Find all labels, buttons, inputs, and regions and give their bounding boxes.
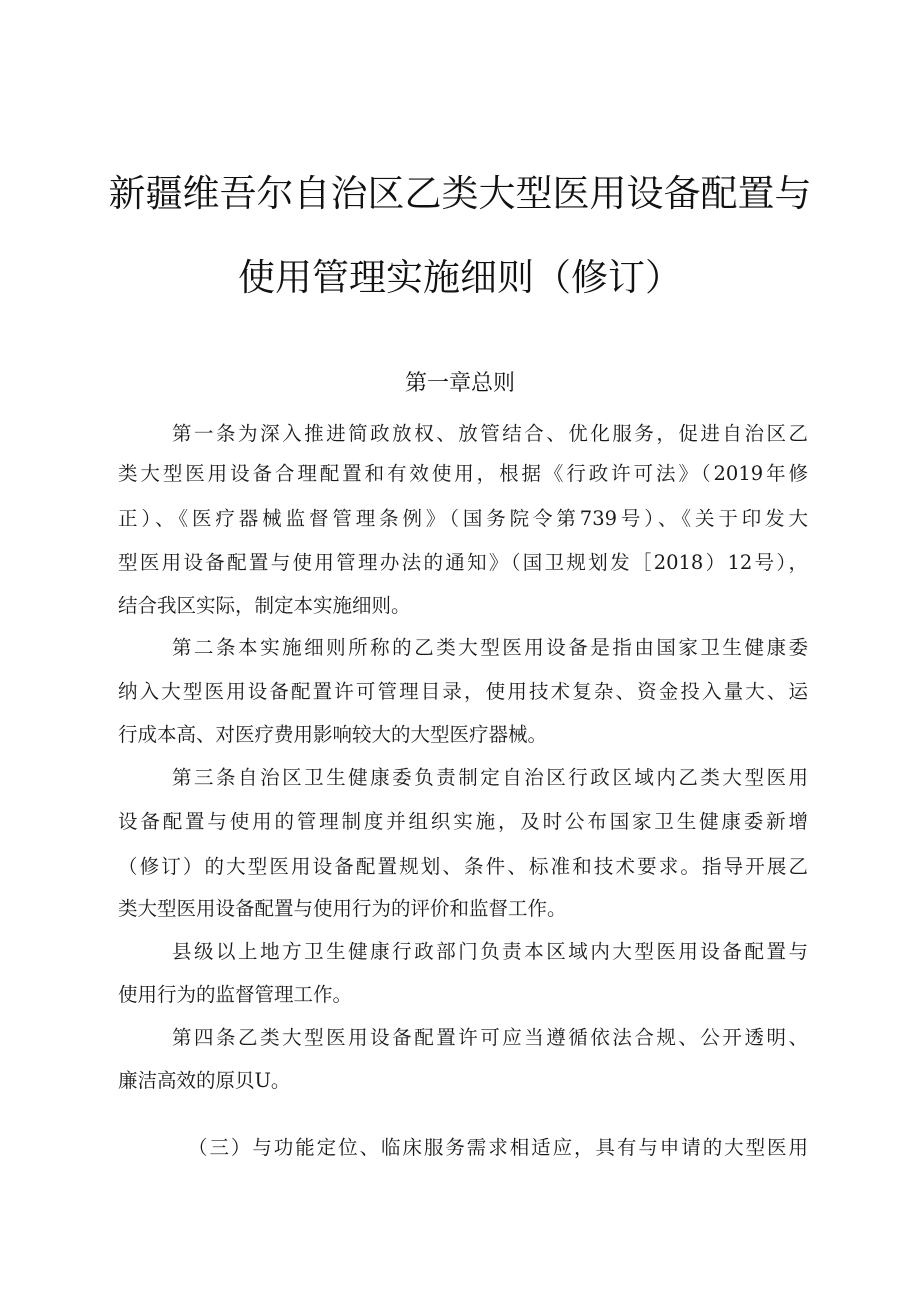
body-line: （三）与功能定位、临床服务需求相适应，具有与申请的大型医用 xyxy=(188,1136,808,1159)
body-line: 类大型医用设备配置与使用行为的评价和监督工作。 xyxy=(118,897,567,920)
body-line: 型医用设备配置与使用管理办法的通知》（国卫规划发［2018）12号）， xyxy=(118,551,808,574)
body-line: 县级以上地方卫生健康行政部门负责本区域内大型医用设备配置与 xyxy=(172,940,808,963)
chapter-heading: 第一章总则 xyxy=(404,371,515,396)
body-line: 设备配置与使用的管理制度并组织实施，及时公布国家卫生健康委新增 xyxy=(118,810,808,833)
body-line: 行成本高、对医疗费用影响较大的大型医疗器械。 xyxy=(118,723,548,746)
body-line: 第一条为深入推进简政放权、放管结合、优化服务，促进自治区乙 xyxy=(172,422,808,445)
body-line: 纳入大型医用设备配置许可管理目录，使用技术复杂、资金投入量大、运 xyxy=(118,680,808,703)
body-line: 结合我区实际，制定本实施细则。 xyxy=(118,594,411,617)
body-line: 正）、《医疗器械监督管理条例》（国务院令第739号）、《关于印发大 xyxy=(118,507,808,530)
body-line: 第二条本实施细则所称的乙类大型医用设备是指由国家卫生健康委 xyxy=(172,636,808,659)
document-title-line-1: 新疆维吾尔自治区乙类大型医用设备配置与 xyxy=(108,172,812,215)
body-line: 类大型医用设备合理配置和有效使用，根据《行政许可法》（2019年修 xyxy=(118,462,808,485)
body-line: 第三条自治区卫生健康委负责制定自治区行政区域内乙类大型医用 xyxy=(172,766,808,789)
document-title-line-2: 使用管理实施细则（修订） xyxy=(238,256,682,299)
body-line: 第四条乙类大型医用设备配置许可应当遵循依法合规、公开透明、 xyxy=(172,1026,808,1049)
body-line: （修订）的大型医用设备配置规划、条件、标准和技术要求。指导开展乙 xyxy=(118,855,808,878)
body-line: 使用行为的监督管理工作。 xyxy=(118,983,353,1006)
body-line: 廉洁高效的原贝U。 xyxy=(118,1069,291,1092)
